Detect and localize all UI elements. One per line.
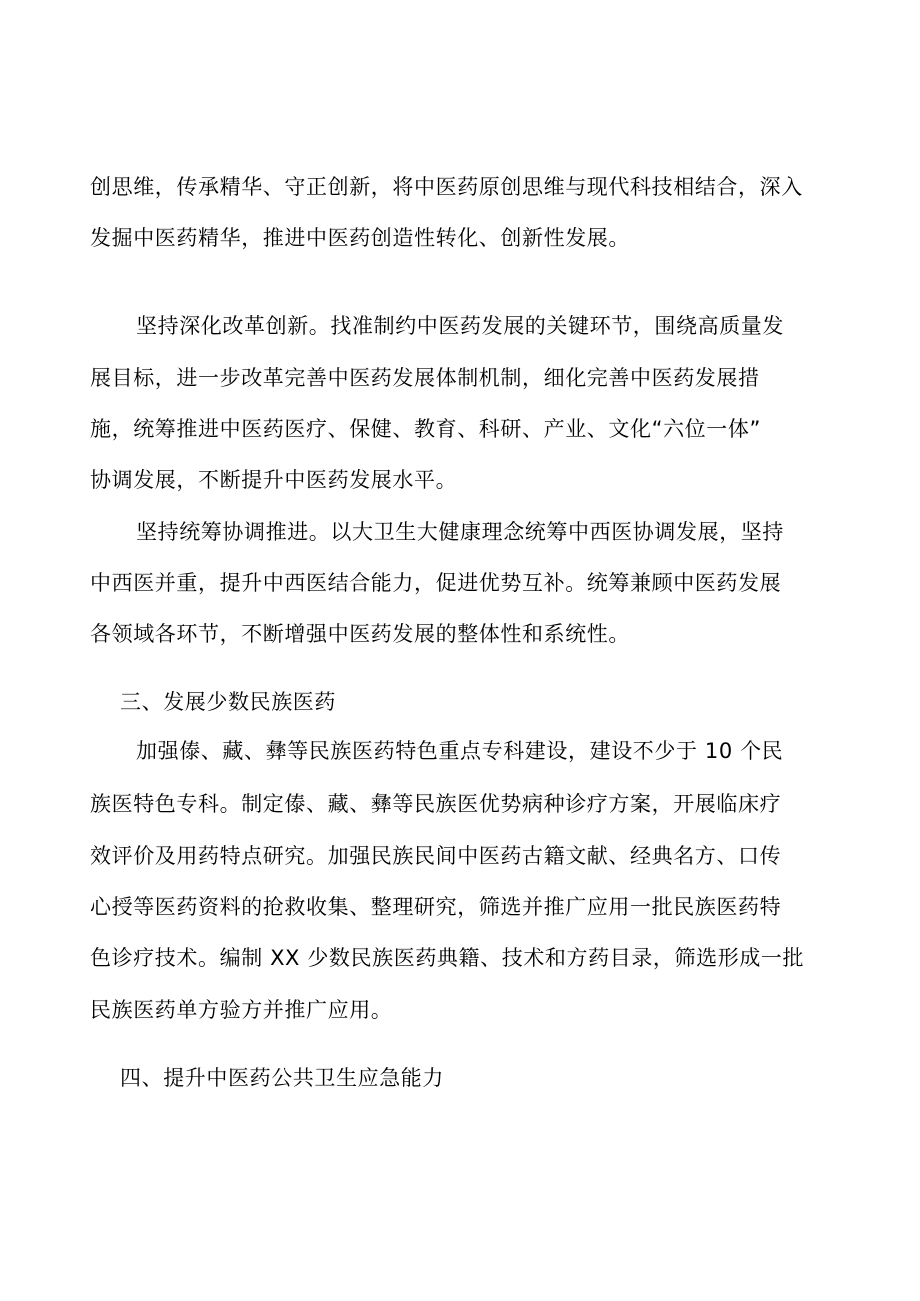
paragraph-line: 各领域各环节，不断增强中医药发展的整体性和系统性。 xyxy=(90,622,630,646)
paragraph-line: 协调发展，不断提升中医药发展水平。 xyxy=(90,468,458,492)
paragraph-line: 心授等医药资料的抢救收集、整理研究，筛选并推广应用一批民族医药特 xyxy=(90,895,782,919)
paragraph-line: 展目标，进一步改革完善中医药发展体制机制，细化完善中医药发展措 xyxy=(90,366,760,390)
paragraph-line: 民族医药单方验方并推广应用。 xyxy=(90,998,393,1022)
section-heading: 三、发展少数民族医药 xyxy=(120,690,336,714)
paragraph-line: 施，统筹推进中医药医疗、保健、教育、科研、产业、文化“六位一体” xyxy=(90,417,761,441)
paragraph-line: 中西医并重，提升中西医结合能力，促进优势互补。统筹兼顾中医药发展 xyxy=(90,571,782,595)
paragraph-line: 创思维，传承精华、守正创新，将中医药原创思维与现代科技相结合，深入 xyxy=(90,175,803,199)
paragraph-line: 坚持统筹协调推进。以大卫生大健康理念统筹中西医协调发展，坚持 xyxy=(136,520,784,544)
paragraph-line: 色诊疗技术。编制 XX 少数民族医药典籍、技术和方药目录，筛选形成一批 xyxy=(90,946,805,970)
paragraph-line: 坚持深化改革创新。找准制约中医药发展的关键环节，围绕高质量发 xyxy=(136,314,784,338)
section-heading: 四、提升中医药公共卫生应急能力 xyxy=(120,1066,444,1090)
paragraph-line: 族医特色专科。制定傣、藏、彝等民族医优势病种诊疗方案，开展临床疗 xyxy=(90,792,782,816)
paragraph-line: 加强傣、藏、彝等民族医药特色重点专科建设，建设不少于 10 个民 xyxy=(136,739,784,763)
paragraph-line: 发掘中医药精华，推进中医药创造性转化、创新性发展。 xyxy=(90,226,630,250)
paragraph-line: 效评价及用药特点研究。加强民族民间中医药古籍文献、经典名方、口传 xyxy=(90,844,782,868)
